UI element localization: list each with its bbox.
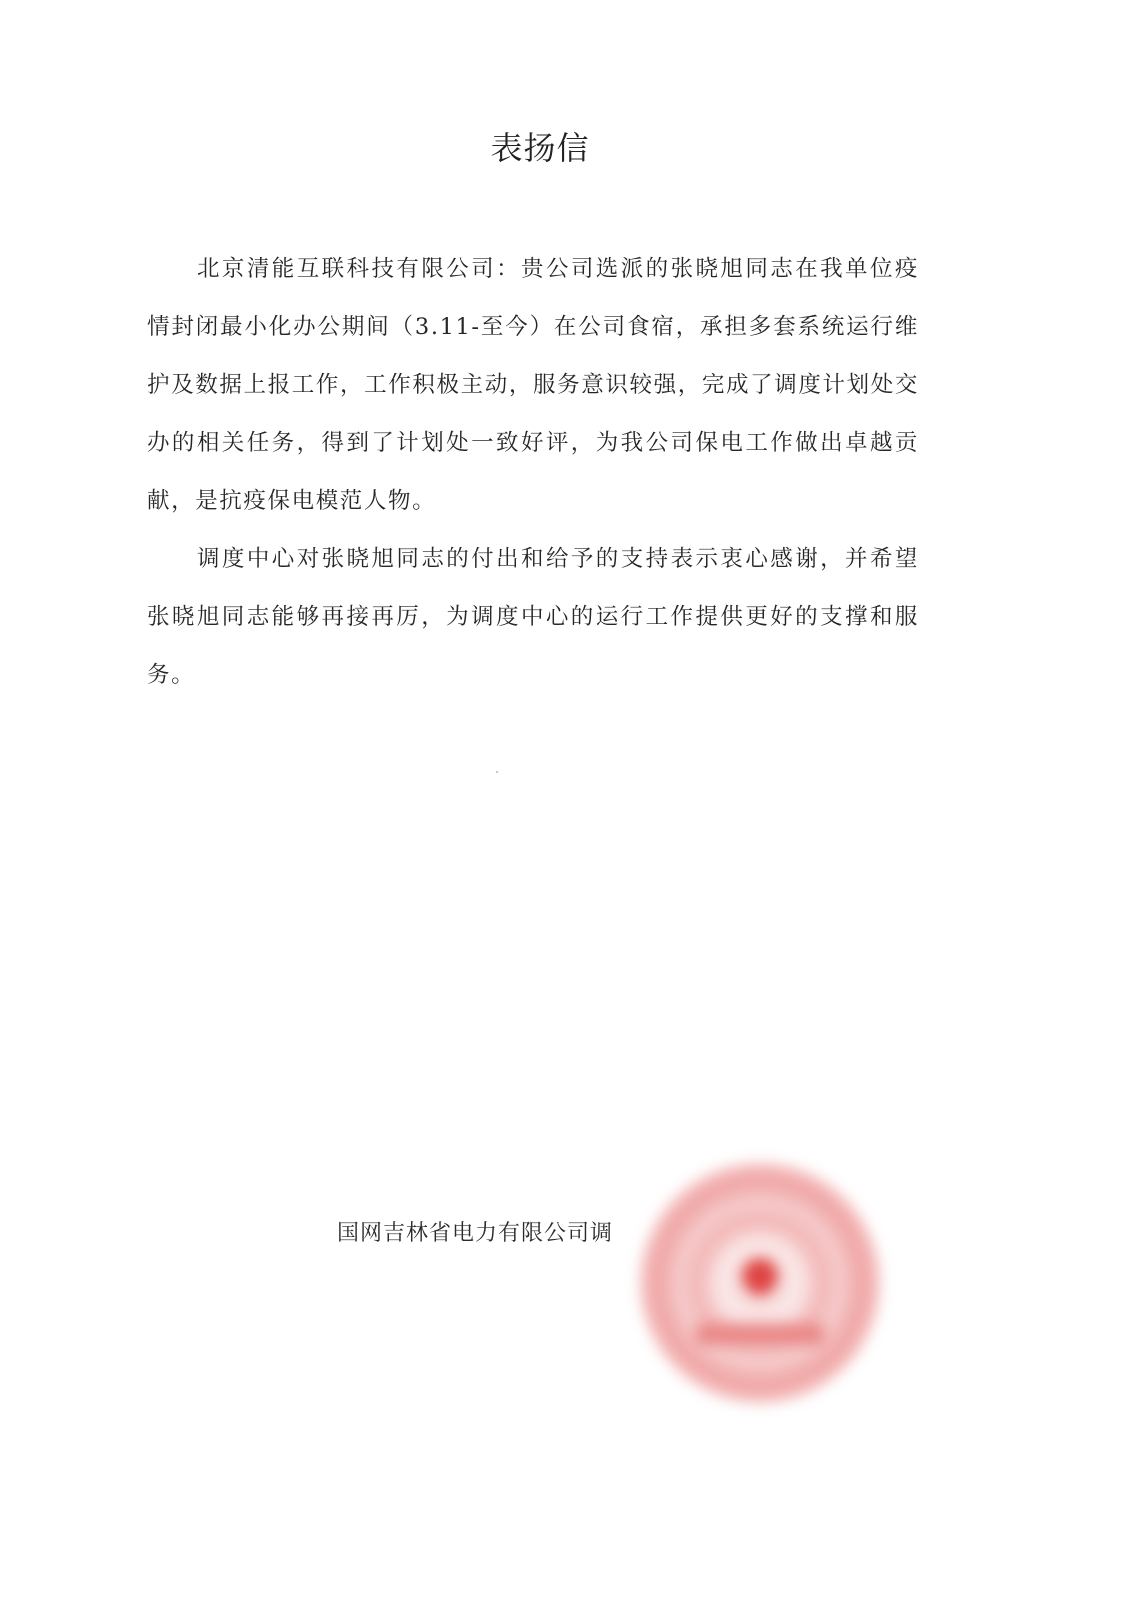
- letter-body: [147, 240, 919, 704]
- seal-star-icon: [742, 1258, 778, 1294]
- seal-band: [695, 1323, 825, 1345]
- scan-speck: [496, 771, 498, 773]
- paragraph-1: 北京清能互联科技有限公司：贵公司选派的张晓旭同志在我单位疫情封闭最小化办公期间（3.11-至今）在公司食宿，承担多套系统运行维护及数据上报工作，工作积极主动，服务意识较强，完成了调度计划处交办的相关任务，得到了计划处一致好评，为我公司保电工作做出卓越贡献，是抗疫保电模范人物。: [147, 256, 919, 514]
- signature-organization: 国网吉林省电力有限公司调: [337, 1221, 614, 1246]
- page-title: 表扬信: [490, 129, 590, 167]
- paragraph-2: 调度中心对张晓旭同志的付出和给予的支持表示衷心感谢，并希望张晓旭同志能够再接再厉，为调度中心的运行工作提供更好的支撑和服务。: [147, 546, 919, 688]
- official-seal-icon: [640, 1163, 880, 1403]
